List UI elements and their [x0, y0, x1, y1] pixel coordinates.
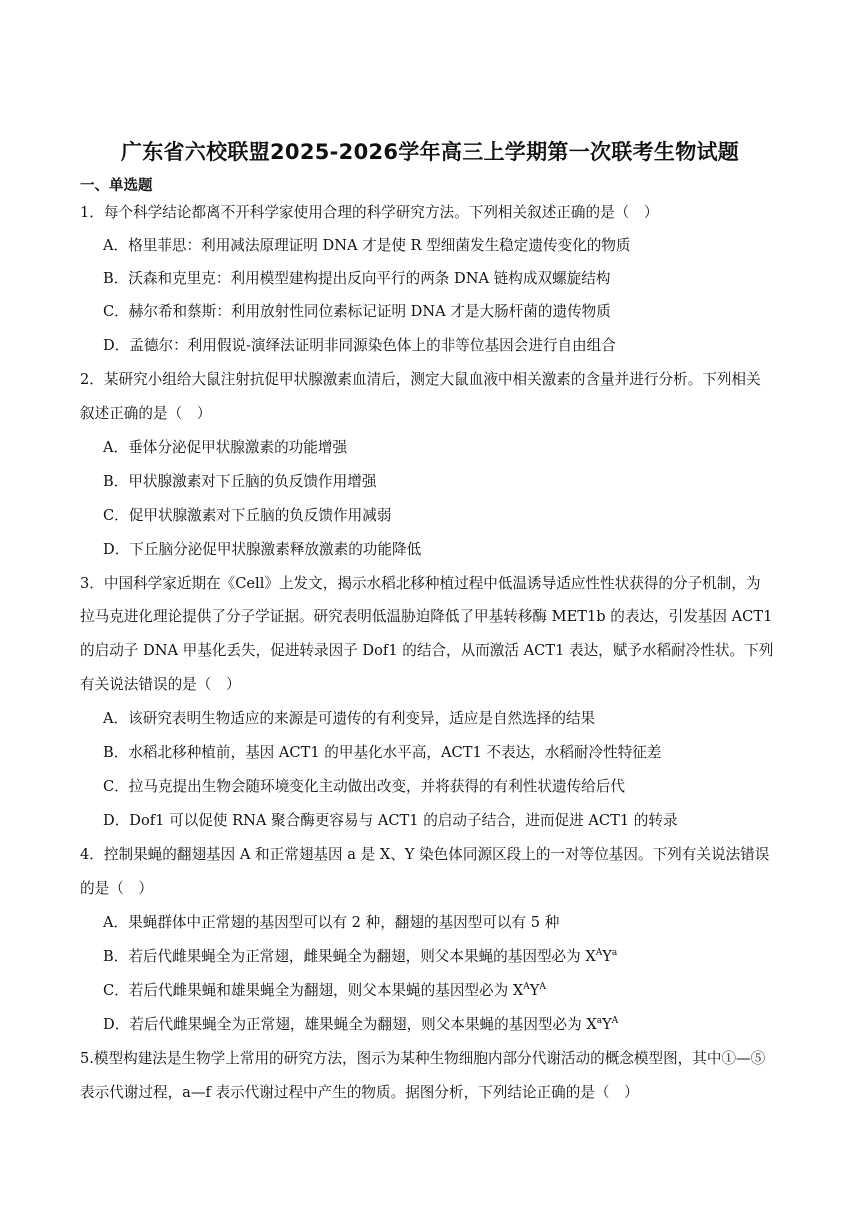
- question-4-option-c: [103, 981, 546, 1001]
- superscript: A: [595, 948, 603, 959]
- question-4-stem-line-1: 4．控制果蝇的翻翅基因 A 和正常翅基因 a 是 X、Y 染色体同源区段上的一对等位基因。下列有关说法错误: [80, 846, 770, 863]
- question-4-option-a: A．果蝇群体中正常翅的基因型可以有 2 种，翻翅的基因型可以有 5 种: [103, 914, 560, 931]
- superscript: A: [523, 982, 530, 993]
- superscript: A: [539, 982, 546, 993]
- question-3-option-d: D．Dof1 可以促使 RNA 聚合酶更容易与 ACT1 的启动子结合，进而促进 ACT1 的转录: [103, 812, 678, 829]
- question-1-option-a: A．格里菲思：利用减法原理证明 DNA 才是使 R 型细菌发生稳定遗传变化的物质: [103, 237, 631, 254]
- question-1-option-b: B．沃森和克里克：利用模型建构提出反向平行的两条 DNA 链构成双螺旋结构: [103, 270, 611, 287]
- question-2-stem-line-1: 2．某研究小组给大鼠注射抗促甲状腺激素血清后，测定大鼠血液中相关激素的含量并进行分析。下列相关: [80, 371, 761, 388]
- option-text: B．若后代雌果蝇全为正常翅，雌果蝇全为翻翅，则父本果蝇的基因型必为 X: [103, 948, 596, 965]
- question-4-stem-line-2: 的是（ ）: [80, 880, 153, 897]
- option-text: C．若后代雌果蝇和雄果蝇全为翻翅，则父本果蝇的基因型必为 X: [103, 982, 524, 999]
- question-1-option-d: D．孟德尔：利用假说-演绎法证明非同源染色体上的非等位基因会进行自由组合: [103, 337, 616, 354]
- question-1-option-c: C．赫尔希和蔡斯：利用放射性同位素标记证明 DNA 才是大肠杆菌的遗传物质: [103, 303, 611, 320]
- question-3-stem-line-4: 有关说法错误的是（ ）: [80, 676, 241, 693]
- y-chromosome: Y: [529, 982, 540, 999]
- question-3-stem-line-1: 3．中国科学家近期在《Cell》上发文，揭示水稻北移种植过程中低温诱导适应性性状获得的分子机制，为: [80, 575, 761, 592]
- question-3-stem-line-3: 的启动子 DNA 甲基化丢失，促进转录因子 Dof1 的结合，从而激活 ACT1 表达，赋予水稻耐冷性状。下列: [80, 642, 774, 659]
- question-3-option-a: A．该研究表明生物适应的来源是可遗传的有利变异，适应是自然选择的结果: [103, 710, 596, 727]
- superscript: a: [596, 1016, 603, 1027]
- superscript: a: [611, 948, 618, 959]
- y-chromosome: Y: [602, 948, 612, 965]
- question-2-option-a: A．垂体分泌促甲状腺激素的功能增强: [103, 439, 348, 456]
- question-1-stem: 1．每个科学结论都离不开科学家使用合理的科学研究方法。下列相关叙述正确的是（ ）: [80, 204, 659, 221]
- question-2-option-c: C．促甲状腺激素对下丘脑的负反馈作用减弱: [103, 507, 392, 524]
- question-5-stem-line-2: 表示代谢过程，a—f 表示代谢过程中产生的物质。据图分析，下列结论正确的是（ ）: [80, 1084, 639, 1101]
- question-5-stem-line-1: 5.模型构建法是生物学上常用的研究方法，图示为某种生物细胞内部分代谢活动的概念模型图，其中①—⑤: [80, 1050, 766, 1067]
- question-3-option-c: C．拉马克提出生物会随环境变化主动做出改变，并将获得的有利性状遗传给后代: [103, 778, 625, 795]
- question-4-option-d: [103, 1015, 618, 1035]
- section-heading: 一、单选题: [80, 178, 153, 194]
- option-text: D．若后代雌果蝇全为正常翅，雄果蝇全为翻翅，则父本果蝇的基因型必为 X: [103, 1016, 597, 1033]
- question-4-option-b: [103, 947, 617, 967]
- question-2-option-d: D．下丘脑分泌促甲状腺激素释放激素的功能降低: [103, 541, 422, 558]
- question-3-option-b: B．水稻北移种植前，基因 ACT1 的甲基化水平高，ACT1 不表达，水稻耐冷性特征差: [103, 744, 662, 761]
- superscript: A: [611, 1016, 619, 1027]
- question-2-option-b: B．甲状腺激素对下丘脑的负反馈作用增强: [103, 473, 377, 490]
- question-2-stem-line-2: 叙述正确的是（ ）: [80, 405, 212, 422]
- exam-title: 广东省六校联盟2025-2026学年高三上学期第一次联考生物试题: [120, 140, 740, 164]
- y-chromosome: Y: [602, 1016, 612, 1033]
- question-3-stem-line-2: 拉马克进化理论提供了分子学证据。研究表明低温胁迫降低了甲基转移酶 MET1b 的表达，引发基因 ACT1: [80, 608, 773, 625]
